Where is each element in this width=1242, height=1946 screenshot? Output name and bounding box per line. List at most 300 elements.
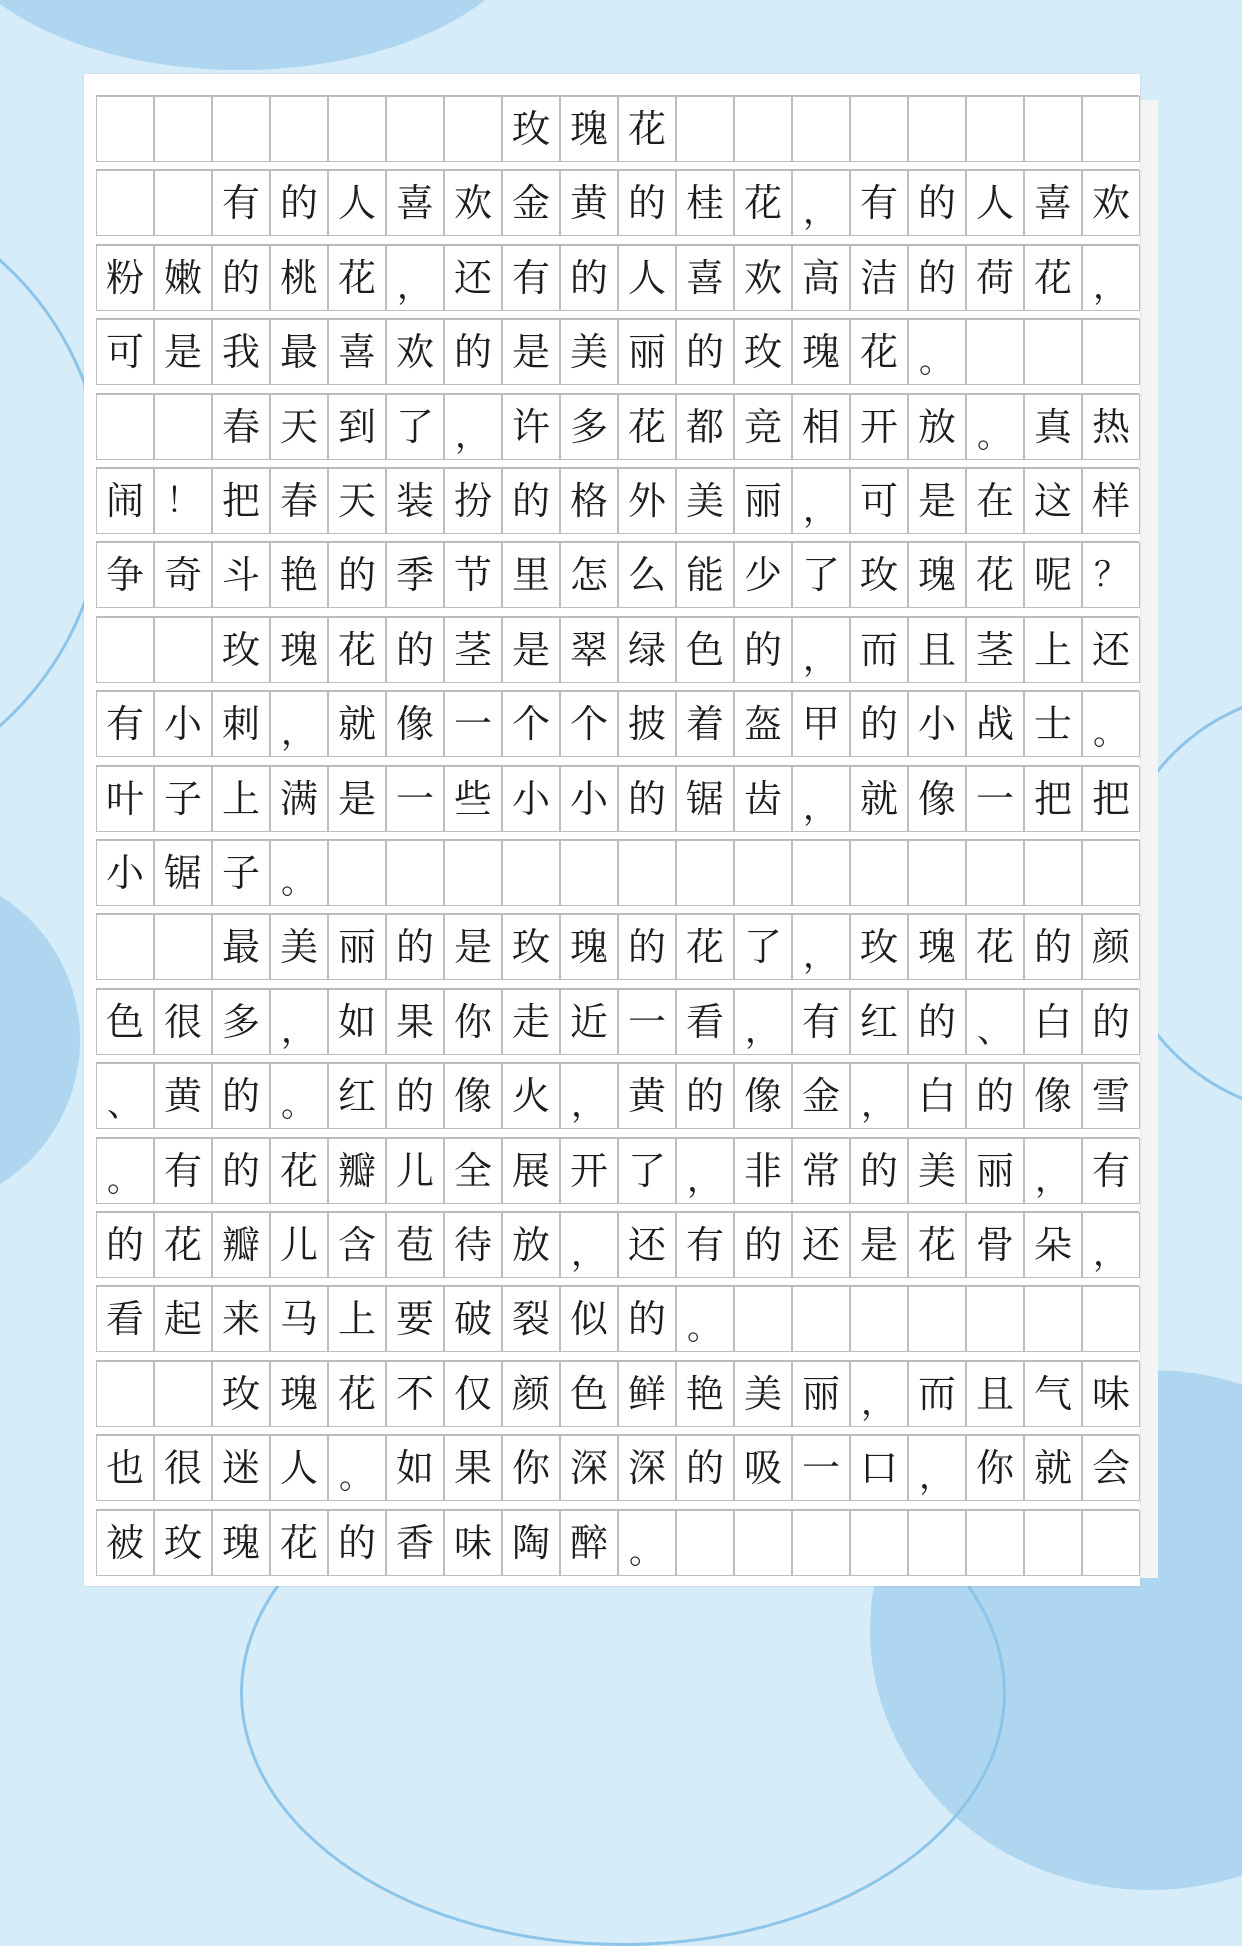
- grid-cell: 且: [966, 1361, 1024, 1427]
- grid-cell: [154, 914, 212, 980]
- grid-cell: 的: [908, 170, 966, 236]
- grid-cell: 的: [386, 1063, 444, 1129]
- grid-cell: 丽: [734, 468, 792, 534]
- grid-cell: [734, 1286, 792, 1352]
- grid-cell: 美: [734, 1361, 792, 1427]
- grid-cell: 里: [502, 542, 560, 608]
- grid-cell: 很: [154, 1435, 212, 1501]
- grid-cell: 的: [908, 245, 966, 311]
- grid-cell: 金: [792, 1063, 850, 1129]
- grid-cell: 玫: [502, 914, 560, 980]
- grid-cell: 的: [212, 245, 270, 311]
- grid-cell: 粉: [96, 245, 154, 311]
- grid-cell: 非: [734, 1138, 792, 1204]
- essay-row: [96, 766, 1139, 840]
- grid-cell: 艳: [676, 1361, 734, 1427]
- grid-cell: 喜: [386, 170, 444, 236]
- grid-cell: 花: [734, 170, 792, 236]
- grid-cell: 你: [966, 1435, 1024, 1501]
- grid-cell: [1082, 840, 1140, 906]
- grid-cell: 真: [1024, 394, 1082, 460]
- grid-cell: 人: [966, 170, 1024, 236]
- grid-cell: 看: [96, 1286, 154, 1352]
- grid-cell: ，: [1082, 1212, 1140, 1278]
- essay-row: [96, 914, 1139, 988]
- grid-cell: 最: [212, 914, 270, 980]
- grid-cell: 的: [618, 1286, 676, 1352]
- grid-cell: 荷: [966, 245, 1024, 311]
- grid-cell: 朵: [1024, 1212, 1082, 1278]
- grid-cell: 红: [328, 1063, 386, 1129]
- grid-cell: [1024, 96, 1082, 162]
- grid-cell: 的: [618, 170, 676, 236]
- grid-cell: 。: [328, 1435, 386, 1501]
- grid-cell: 欢: [444, 170, 502, 236]
- grid-cell: 玫: [502, 96, 560, 162]
- grid-cell: 的: [676, 1063, 734, 1129]
- grid-cell: 花: [676, 914, 734, 980]
- grid-cell: 开: [850, 394, 908, 460]
- grid-cell: 。: [270, 1063, 328, 1129]
- grid-cell: [676, 840, 734, 906]
- grid-cell: 不: [386, 1361, 444, 1427]
- grid-cell: [386, 96, 444, 162]
- grid-cell: [966, 1286, 1024, 1352]
- grid-cell: 就: [328, 691, 386, 757]
- grid-cell: [154, 96, 212, 162]
- grid-cell: 儿: [386, 1138, 444, 1204]
- grid-cell: 小: [560, 766, 618, 832]
- grid-cell: 美: [270, 914, 328, 980]
- grid-cell: 的: [850, 1138, 908, 1204]
- grid-cell: 还: [444, 245, 502, 311]
- grid-cell: 的: [328, 542, 386, 608]
- grid-cell: 色: [676, 617, 734, 683]
- grid-cell: [386, 840, 444, 906]
- grid-cell: [792, 1510, 850, 1576]
- grid-cell: [1024, 319, 1082, 385]
- grid-cell: 气: [1024, 1361, 1082, 1427]
- grid-cell: 骨: [966, 1212, 1024, 1278]
- grid-cell: 放: [502, 1212, 560, 1278]
- grid-cell: 。: [908, 319, 966, 385]
- essay-row: [96, 1286, 1139, 1360]
- grid-cell: 斗: [212, 542, 270, 608]
- grid-cell: 含: [328, 1212, 386, 1278]
- grid-cell: ，: [792, 170, 850, 236]
- grid-cell: ，: [850, 1063, 908, 1129]
- grid-cell: 。: [96, 1138, 154, 1204]
- grid-cell: [154, 1361, 212, 1427]
- grid-cell: 人: [328, 170, 386, 236]
- grid-cell: 把: [1024, 766, 1082, 832]
- grid-cell: [96, 1361, 154, 1427]
- essay-row: [96, 989, 1139, 1063]
- grid-cell: 颜: [502, 1361, 560, 1427]
- grid-cell: 丽: [966, 1138, 1024, 1204]
- grid-cell: [1082, 1510, 1140, 1576]
- grid-cell: 锯: [154, 840, 212, 906]
- grid-cell: 子: [154, 766, 212, 832]
- grid-cell: 能: [676, 542, 734, 608]
- grid-cell: 的: [618, 914, 676, 980]
- grid-cell: 了: [618, 1138, 676, 1204]
- grid-cell: 有: [676, 1212, 734, 1278]
- grid-cell: 你: [502, 1435, 560, 1501]
- grid-cell: 的: [560, 245, 618, 311]
- grid-cell: 洁: [850, 245, 908, 311]
- essay-row: [96, 394, 1139, 468]
- grid-cell: [96, 170, 154, 236]
- grid-cell: [154, 394, 212, 460]
- grid-cell: [908, 840, 966, 906]
- grid-cell: 的: [1082, 989, 1140, 1055]
- grid-cell: 了: [734, 914, 792, 980]
- grid-cell: 吸: [734, 1435, 792, 1501]
- grid-cell: ，: [792, 914, 850, 980]
- grid-cell: 的: [212, 1138, 270, 1204]
- essay-row: [96, 319, 1139, 393]
- grid-cell: 会: [1082, 1435, 1140, 1501]
- grid-cell: 的: [386, 914, 444, 980]
- grid-cell: 个: [502, 691, 560, 757]
- grid-cell: 一: [386, 766, 444, 832]
- grid-cell: 果: [444, 1435, 502, 1501]
- grid-cell: [154, 170, 212, 236]
- grid-cell: 看: [676, 989, 734, 1055]
- grid-cell: 走: [502, 989, 560, 1055]
- grid-cell: 刺: [212, 691, 270, 757]
- grid-cell: [96, 914, 154, 980]
- essay-row: [96, 1435, 1139, 1509]
- grid-cell: 色: [96, 989, 154, 1055]
- grid-cell: 的: [502, 468, 560, 534]
- grid-cell: 瑰: [560, 914, 618, 980]
- grid-cell: 春: [212, 394, 270, 460]
- grid-cell: 。: [1082, 691, 1140, 757]
- essay-row: [96, 1212, 1139, 1286]
- grid-cell: 怎: [560, 542, 618, 608]
- background-blob-left: [0, 870, 80, 1210]
- grid-cell: 。: [966, 394, 1024, 460]
- grid-cell: 玫: [154, 1510, 212, 1576]
- grid-cell: 金: [502, 170, 560, 236]
- grid-cell: 花: [618, 394, 676, 460]
- grid-cell: 人: [618, 245, 676, 311]
- grid-cell: 花: [1024, 245, 1082, 311]
- grid-cell: 有: [96, 691, 154, 757]
- grid-cell: 把: [1082, 766, 1140, 832]
- essay-row: [96, 617, 1139, 691]
- grid-cell: 节: [444, 542, 502, 608]
- grid-cell: [212, 96, 270, 162]
- grid-cell: 味: [444, 1510, 502, 1576]
- essay-row: [96, 468, 1139, 542]
- grid-cell: 的: [444, 319, 502, 385]
- essay-row: [96, 1510, 1139, 1584]
- grid-cell: ！: [154, 468, 212, 534]
- grid-cell: ？: [1082, 542, 1140, 608]
- grid-cell: 奇: [154, 542, 212, 608]
- grid-cell: 白: [1024, 989, 1082, 1055]
- grid-cell: [908, 96, 966, 162]
- title-row: [96, 96, 1139, 170]
- grid-cell: 还: [1082, 617, 1140, 683]
- grid-cell: 可: [96, 319, 154, 385]
- grid-cell: 锯: [676, 766, 734, 832]
- grid-cell: [850, 1286, 908, 1352]
- grid-cell: 是: [502, 617, 560, 683]
- grid-cell: [792, 1286, 850, 1352]
- grid-cell: 有: [850, 170, 908, 236]
- grid-cell: [850, 1510, 908, 1576]
- grid-cell: 玫: [212, 1361, 270, 1427]
- grid-cell: 像: [444, 1063, 502, 1129]
- grid-cell: 黄: [560, 170, 618, 236]
- grid-cell: 像: [734, 1063, 792, 1129]
- grid-cell: [676, 96, 734, 162]
- grid-cell: 上: [328, 1286, 386, 1352]
- grid-cell: 这: [1024, 468, 1082, 534]
- grid-cell: 就: [1024, 1435, 1082, 1501]
- grid-cell: [1024, 840, 1082, 906]
- grid-cell: 破: [444, 1286, 502, 1352]
- grid-cell: 是: [444, 914, 502, 980]
- essay-row: [96, 691, 1139, 765]
- grid-cell: ，: [850, 1361, 908, 1427]
- grid-cell: [1082, 319, 1140, 385]
- grid-cell: 是: [328, 766, 386, 832]
- grid-cell: 还: [618, 1212, 676, 1278]
- grid-cell: 丽: [618, 319, 676, 385]
- grid-cell: 少: [734, 542, 792, 608]
- grid-cell: [560, 840, 618, 906]
- grid-cell: 口: [850, 1435, 908, 1501]
- grid-cell: 小: [908, 691, 966, 757]
- grid-cell: 披: [618, 691, 676, 757]
- grid-cell: [966, 840, 1024, 906]
- grid-cell: [270, 96, 328, 162]
- grid-cell: 瑰: [270, 617, 328, 683]
- grid-cell: 齿: [734, 766, 792, 832]
- grid-cell: [850, 840, 908, 906]
- grid-cell: [96, 617, 154, 683]
- grid-cell: ，: [386, 245, 444, 311]
- grid-cell: 像: [908, 766, 966, 832]
- grid-cell: 花: [154, 1212, 212, 1278]
- grid-cell: 茎: [444, 617, 502, 683]
- grid-cell: 人: [270, 1435, 328, 1501]
- grid-cell: 花: [850, 319, 908, 385]
- grid-cell: 常: [792, 1138, 850, 1204]
- grid-cell: 是: [850, 1212, 908, 1278]
- grid-cell: 的: [850, 691, 908, 757]
- grid-cell: 玫: [212, 617, 270, 683]
- grid-cell: 许: [502, 394, 560, 460]
- grid-cell: [1082, 96, 1140, 162]
- grid-cell: 白: [908, 1063, 966, 1129]
- grid-cell: 黄: [618, 1063, 676, 1129]
- grid-cell: 春: [270, 468, 328, 534]
- grid-cell: 么: [618, 542, 676, 608]
- grid-cell: 花: [328, 1361, 386, 1427]
- grid-cell: 花: [328, 245, 386, 311]
- grid-cell: 且: [908, 617, 966, 683]
- grid-cell: 花: [908, 1212, 966, 1278]
- grid-cell: 的: [676, 1435, 734, 1501]
- grid-cell: 果: [386, 989, 444, 1055]
- grid-cell: 深: [618, 1435, 676, 1501]
- grid-cell: 是: [908, 468, 966, 534]
- grid-cell: 有: [154, 1138, 212, 1204]
- grid-cell: ，: [560, 1212, 618, 1278]
- grid-cell: 一: [792, 1435, 850, 1501]
- grid-cell: 。: [676, 1286, 734, 1352]
- grid-cell: 火: [502, 1063, 560, 1129]
- grid-cell: 迷: [212, 1435, 270, 1501]
- grid-cell: 放: [908, 394, 966, 460]
- grid-cell: 茎: [966, 617, 1024, 683]
- grid-cell: [792, 840, 850, 906]
- grid-cell: 欢: [386, 319, 444, 385]
- grid-cell: [1024, 1510, 1082, 1576]
- grid-cell: 的: [270, 170, 328, 236]
- grid-cell: ，: [792, 468, 850, 534]
- grid-cell: 一: [618, 989, 676, 1055]
- grid-cell: [618, 840, 676, 906]
- grid-cell: 盔: [734, 691, 792, 757]
- grid-cell: 花: [270, 1138, 328, 1204]
- essay-row: [96, 245, 1139, 319]
- grid-cell: 子: [212, 840, 270, 906]
- grid-cell: 桂: [676, 170, 734, 236]
- essay-row: [96, 1361, 1139, 1435]
- background-blob-top-left: [0, 0, 540, 70]
- grid-cell: 而: [908, 1361, 966, 1427]
- grid-cell: [328, 840, 386, 906]
- grid-cell: 喜: [1024, 170, 1082, 236]
- grid-cell: 花: [328, 617, 386, 683]
- grid-cell: 被: [96, 1510, 154, 1576]
- grid-cell: 黄: [154, 1063, 212, 1129]
- grid-cell: 像: [1024, 1063, 1082, 1129]
- grid-cell: 有: [792, 989, 850, 1055]
- grid-cell: 样: [1082, 468, 1140, 534]
- grid-cell: 丽: [328, 914, 386, 980]
- grid-cell: 瑰: [792, 319, 850, 385]
- grid-cell: 高: [792, 245, 850, 311]
- grid-cell: 了: [386, 394, 444, 460]
- grid-cell: ，: [734, 989, 792, 1055]
- grid-cell: 呢: [1024, 542, 1082, 608]
- grid-cell: 欢: [1082, 170, 1140, 236]
- grid-cell: 战: [966, 691, 1024, 757]
- essay-row: [96, 1138, 1139, 1212]
- grid-cell: 上: [1024, 617, 1082, 683]
- grid-cell: ，: [560, 1063, 618, 1129]
- grid-cell: 把: [212, 468, 270, 534]
- grid-cell: 的: [96, 1212, 154, 1278]
- grid-cell: 是: [154, 319, 212, 385]
- grid-cell: 竞: [734, 394, 792, 460]
- grid-cell: 美: [908, 1138, 966, 1204]
- grid-cell: 叶: [96, 766, 154, 832]
- grid-cell: 上: [212, 766, 270, 832]
- grid-cell: 花: [618, 96, 676, 162]
- grid-cell: 瓣: [328, 1138, 386, 1204]
- grid-cell: 玫: [734, 319, 792, 385]
- grid-cell: [908, 1510, 966, 1576]
- grid-cell: 的: [966, 1063, 1024, 1129]
- grid-cell: [502, 840, 560, 906]
- grid-cell: 有: [502, 245, 560, 311]
- grid-cell: [966, 1510, 1024, 1576]
- grid-cell: 的: [734, 1212, 792, 1278]
- essay-row: [96, 170, 1139, 244]
- grid-cell: 小: [502, 766, 560, 832]
- essay-row: [96, 840, 1139, 914]
- grid-cell: 季: [386, 542, 444, 608]
- grid-cell: 艳: [270, 542, 328, 608]
- grid-cell: 的: [1024, 914, 1082, 980]
- grid-cell: [1082, 1286, 1140, 1352]
- grid-cell: 天: [270, 394, 328, 460]
- grid-cell: 着: [676, 691, 734, 757]
- grid-cell: 如: [328, 989, 386, 1055]
- grid-cell: 全: [444, 1138, 502, 1204]
- grid-cell: 似: [560, 1286, 618, 1352]
- grid-cell: 可: [850, 468, 908, 534]
- grid-cell: 多: [212, 989, 270, 1055]
- grid-cell: 到: [328, 394, 386, 460]
- grid-cell: 甲: [792, 691, 850, 757]
- grid-cell: 的: [676, 319, 734, 385]
- grid-cell: 近: [560, 989, 618, 1055]
- grid-cell: 相: [792, 394, 850, 460]
- grid-cell: 开: [560, 1138, 618, 1204]
- grid-cell: [96, 394, 154, 460]
- grid-cell: 陶: [502, 1510, 560, 1576]
- grid-cell: 美: [560, 319, 618, 385]
- grid-cell: 红: [850, 989, 908, 1055]
- grid-cell: 喜: [676, 245, 734, 311]
- grid-cell: 小: [96, 840, 154, 906]
- grid-cell: 个: [560, 691, 618, 757]
- grid-cell: 我: [212, 319, 270, 385]
- grid-cell: 醉: [560, 1510, 618, 1576]
- grid-cell: 的: [734, 617, 792, 683]
- grid-cell: [676, 1510, 734, 1576]
- grid-cell: [444, 840, 502, 906]
- grid-cell: [734, 1510, 792, 1576]
- grid-cell: 瑰: [908, 914, 966, 980]
- grid-cell: 装: [386, 468, 444, 534]
- grid-cell: 绿: [618, 617, 676, 683]
- grid-cell: 玫: [850, 914, 908, 980]
- grid-cell: 热: [1082, 394, 1140, 460]
- grid-cell: 还: [792, 1212, 850, 1278]
- grid-cell: 扮: [444, 468, 502, 534]
- grid-cell: ，: [676, 1138, 734, 1204]
- grid-cell: ，: [792, 766, 850, 832]
- grid-cell: 瓣: [212, 1212, 270, 1278]
- grid-cell: 些: [444, 766, 502, 832]
- grid-cell: 的: [908, 989, 966, 1055]
- grid-cell: 小: [154, 691, 212, 757]
- grid-cell: 裂: [502, 1286, 560, 1352]
- grid-cell: 就: [850, 766, 908, 832]
- grid-cell: [734, 96, 792, 162]
